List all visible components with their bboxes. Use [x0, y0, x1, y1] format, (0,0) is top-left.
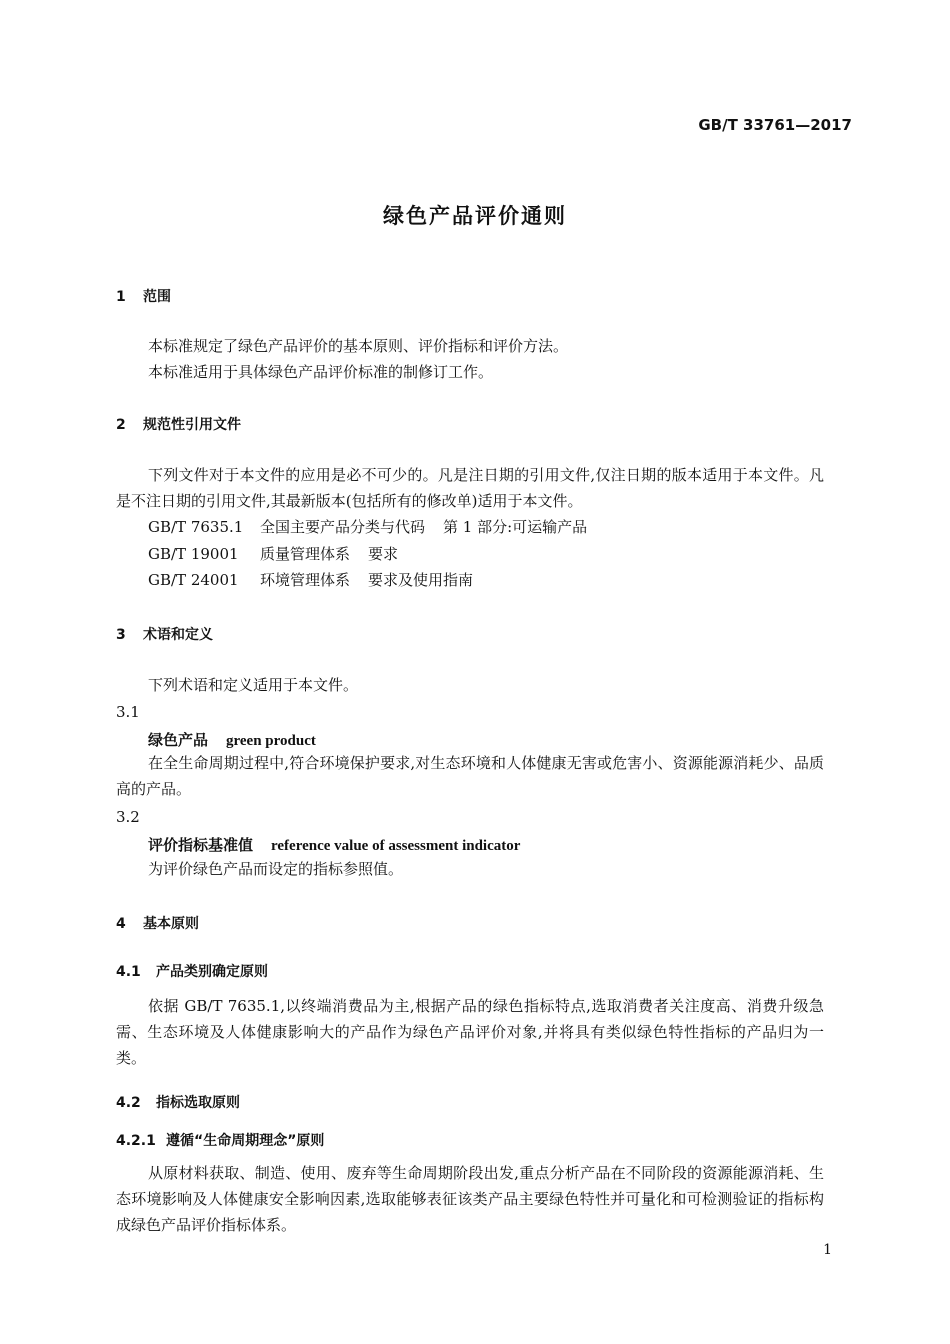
subsection-4-2-1-heading — [116, 1130, 324, 1150]
reference-code: GB/T 19001 — [148, 545, 239, 563]
section-1-heading — [116, 286, 171, 306]
term-zh: 评价指标基准值 — [148, 836, 254, 854]
term-zh: 绿色产品 — [148, 731, 209, 749]
section-number: 4 — [116, 916, 126, 932]
reference-title: 质量管理体系 — [260, 545, 351, 563]
term-entry — [148, 834, 520, 855]
page-number: 1 — [823, 1242, 832, 1258]
reference-part: 要求 — [368, 545, 399, 563]
standard-code: GB/T 33761—2017 — [698, 116, 852, 134]
term-definition: 在全生命周期过程中,符合环境保护要求,对生态环境和人体健康无害或危害小、资源能源消耗少、品质高的产品。 — [116, 754, 824, 798]
section-4-heading — [116, 913, 199, 933]
term-en: reference value of assessment indicator — [271, 838, 521, 854]
subsection-4-2-heading — [116, 1092, 240, 1112]
reference-item — [148, 541, 398, 567]
section-title: 基本原则 — [143, 916, 199, 932]
subsection-number: 4.1 — [116, 964, 141, 980]
paragraph: 从原材料获取、制造、使用、废弃等生命周期阶段出发,重点分析产品在不同阶段的资源能源消耗、生态环境影响及人体健康安全影响因素,选取能够表征该类产品主要绿色特性并可量化和可检测验证的指标构成绿色产品评价指标体系。 — [116, 1164, 824, 1234]
term-number: 3.2 — [116, 808, 140, 826]
section-3-heading — [116, 624, 213, 644]
subsection-number: 4.2 — [116, 1095, 141, 1111]
paragraph: 下列文件对于本文件的应用是必不可少的。凡是注日期的引用文件,仅注日期的版本适用于本文件。凡是不注日期的引用文件,其最新版本(包括所有的修改单)适用于本文件。 — [116, 466, 824, 510]
section-title: 规范性引用文件 — [143, 417, 241, 433]
section-number: 1 — [116, 289, 126, 305]
reference-title: 全国主要产品分类与代码 — [260, 518, 426, 536]
section-title: 范围 — [143, 289, 171, 305]
term-entry — [148, 729, 316, 750]
section-number: 3 — [116, 627, 126, 643]
term-definition: 为评价绿色产品而设定的指标参照值。 — [148, 860, 404, 878]
section-2-heading — [116, 414, 241, 434]
reference-item — [148, 567, 473, 593]
subsection-title: 遵循“生命周期理念”原则 — [166, 1133, 325, 1149]
document-title: 绿色产品评价通则 — [383, 204, 567, 228]
section-number: 2 — [116, 417, 126, 433]
subsection-title: 产品类别确定原则 — [156, 964, 268, 980]
paragraph: 依据 GB/T 7635.1,以终端消费品为主,根据产品的绿色指标特点,选取消费者关注度高、消费升级急需、生态环境及人体健康影响大的产品作为绿色产品评价对象,并将具有类似绿色特性指标的产品归为一类。 — [116, 997, 824, 1067]
reference-part: 第 1 部分:可运输产品 — [443, 518, 588, 536]
paragraph-line: 下列术语和定义适用于本文件。 — [148, 676, 359, 694]
paragraph-line: 本标准规定了绿色产品评价的基本原则、评价指标和评价方法。 — [148, 337, 569, 355]
subsection-number: 4.2.1 — [116, 1133, 156, 1149]
reference-code: GB/T 24001 — [148, 571, 239, 589]
section-title: 术语和定义 — [143, 627, 213, 643]
subsection-4-1-heading — [116, 961, 268, 981]
term-number: 3.1 — [116, 703, 140, 721]
term-en: green product — [226, 733, 316, 749]
reference-code: GB/T 7635.1 — [148, 518, 244, 536]
subsection-title: 指标选取原则 — [156, 1095, 240, 1111]
reference-title: 环境管理体系 — [260, 571, 351, 589]
reference-part: 要求及使用指南 — [368, 571, 474, 589]
paragraph-line: 本标准适用于具体绿色产品评价标准的制修订工作。 — [148, 363, 494, 381]
reference-item — [148, 514, 587, 540]
